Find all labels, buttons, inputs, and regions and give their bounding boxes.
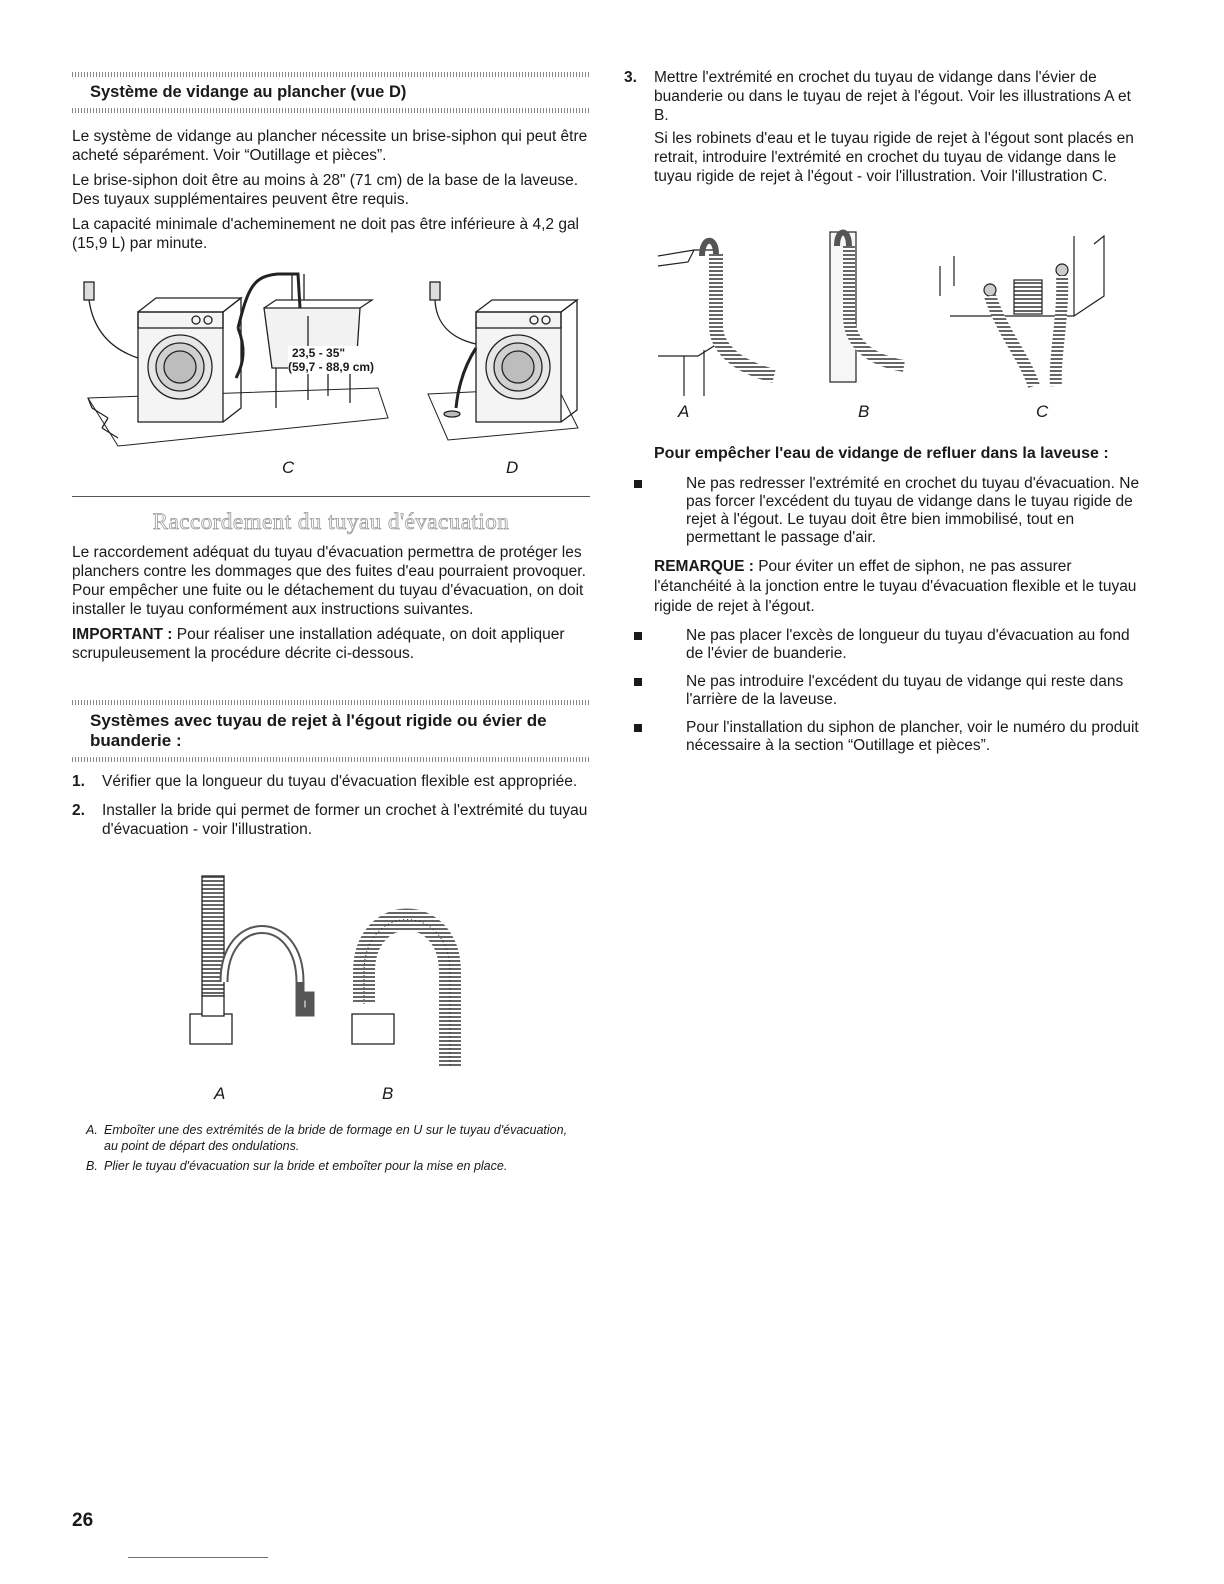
step-item [72,772,590,791]
hose-bracket-figure [172,872,492,1112]
page-number: 26 [72,1510,94,1531]
caption-letter: A. [86,1123,98,1137]
bullet-item [626,475,1144,547]
caption-letter: B. [86,1159,98,1173]
bullet-square [634,480,642,488]
important-note [72,625,590,663]
connection-paragraph: Le raccordement adéquat du tuyau d'évacuation permettra de protéger les planchers contre les dommages que des fuites d'eau pourraient provoquer. Pour empêcher une fuite ou le détachement du tuyau d'évacuation, on doit installer le tuyau conformément aux instructions suivantes. [72,544,586,618]
hose-bracket-illustration [172,872,492,1082]
step-text: Installer la bride qui permet de former un crochet à l'extrémité du tuyau d'évacuation - voir l'illustration. [102,802,588,838]
step-text: Mettre l'extrémité en crochet du tuyau de vidange dans l'évier de buanderie ou dans le tuyau de rejet à l'égout. Voir les illustrations A et B. [654,69,1131,124]
caption-text: Plier le tuyau d'évacuation sur la bride et emboîter pour la mise en place. [104,1159,508,1173]
remarque-text: Pour éviter un effet de siphon, ne pas assurer l'étanchéité à la jonction entre le tuyau d'évacuation flexible et le tuyau rigide de rejet à l'égout. [654,558,1137,615]
drain-hook-illustration [654,226,1134,396]
section-divider [72,496,590,497]
floor-drain-heading: Système de vidange au plancher (vue D) [90,83,407,101]
floor-drain-paragraph-3: La capacité minimale d'acheminement ne doit pas être inférieure à 4,2 gal (15,9 L) par minute. [72,216,580,252]
bullet-text: Ne pas introduire l'excédent du tuyau de vidange qui reste dans l'arrière de la laveuse. [686,673,1124,708]
bullet-item [626,673,1144,709]
dotted-rule [72,108,590,113]
remarque-note [654,557,1144,617]
bullet-text: Ne pas placer l'excès de longueur du tuyau d'évacuation au fond de l'évier de buanderie. [686,627,1130,662]
backflow-section [654,444,1144,765]
caption-item [86,1158,572,1174]
figure-label-d: D [506,458,519,477]
bullet-item [626,627,1144,663]
footer-rule [128,1557,268,1558]
figure-label-b: B [382,1084,394,1103]
floor-drain-paragraph-2: Le brise-siphon doit être au moins à 28" (71 cm) de la base de la laveuse. Des tuyaux supplémentaires peuvent être requis. [72,172,579,208]
backflow-heading: Pour empêcher l'eau de vidange de refluer dans la laveuse : [654,445,1109,462]
dotted-rule [72,757,590,762]
connection-section [72,496,590,663]
bullet-square [634,724,642,732]
hose-captions [86,1122,572,1178]
floor-drain-paragraph-1: Le système de vidange au plancher nécessite un brise-siphon qui peut être acheté séparément. Voir “Outillage et pièces”. [72,128,588,164]
washer-drain-figure [78,268,588,483]
rigid-drain-section [72,700,590,849]
important-label: IMPORTANT : [72,626,173,643]
dotted-rule [72,72,590,77]
step-number: 3. [624,69,637,86]
figure-label-b: B [858,402,870,421]
step-number: 2. [72,802,85,819]
figure-label-c: C [282,458,295,477]
drain-hook-figure [654,226,1134,426]
step-3-paragraph: Si les robinets d'eau et le tuyau rigide de rejet à l'égout sont placés en retrait, introduire l'extrémité en crochet du tuyau de vidange dans le tuyau rigide de rejet à l'égout - voir l'illustration. Voir l'illustration C. [654,130,1134,185]
step-3 [624,68,1144,186]
dotted-rule [72,700,590,705]
step-item [624,68,1144,125]
bullet-text: Ne pas redresser l'extrémité en crochet du tuyau d'évacuation. Ne pas forcer l'excédent du tuyau de vidange dans le tuyau rigide de rejet à l'égout. Le tuyau doit être bien immobilisé, tout en permettant le passage d'air. [686,475,1140,546]
remarque-label: REMARQUE : [654,558,754,575]
figure-label-c: C [1036,402,1049,421]
connection-title: Raccordement du tuyau d'évacuation [152,509,510,534]
bullet-text: Pour l'installation du siphon de plancher, voir le numéro du produit nécessaire à la section “Outillage et pièces”. [686,719,1139,754]
figure-label-a: A [678,402,690,421]
caption-text: Emboîter une des extrémités de la bride de formage en U sur le tuyau d'évacuation, au point de départ des ondulations. [104,1123,568,1153]
floor-drain-section [72,72,590,253]
bullet-square [634,632,642,640]
step-number: 1. [72,773,85,790]
important-text: Pour réaliser une installation adéquate, on doit appliquer scrupuleusement la procédure décrite ci-dessous. [72,626,565,662]
rigid-steps [72,772,590,839]
bullet-square [634,678,642,686]
step-item [72,801,590,839]
step-text: Vérifier que la longueur du tuyau d'évacuation flexible est appropriée. [102,773,578,790]
figure-label-a: A [214,1084,226,1103]
bullet-item [626,719,1144,755]
caption-item [86,1122,572,1154]
rigid-drain-heading: Systèmes avec tuyau de rejet à l'égout rigide ou évier de buanderie : [90,711,547,750]
height-range-label: 23,5 - 35" (59,7 - 88,9 cm) [288,346,375,374]
